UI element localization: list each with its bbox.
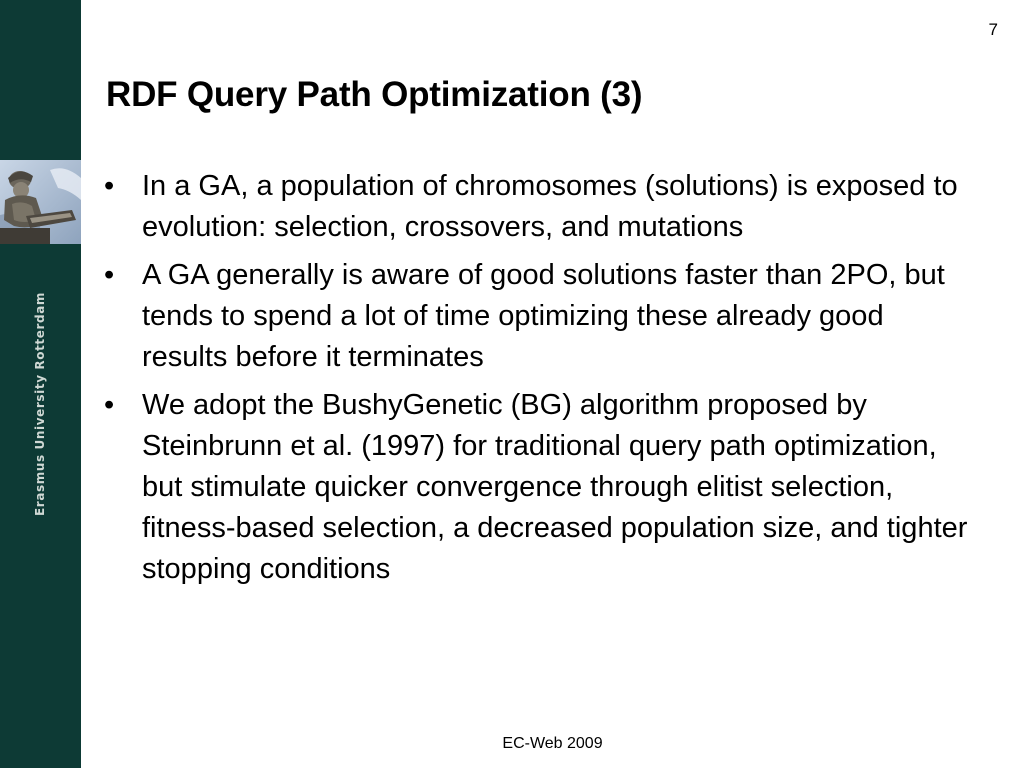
bullet-marker: • — [104, 389, 115, 421]
bullet-marker: • — [104, 170, 115, 202]
university-name: Erasmus University Rotterdam — [33, 292, 47, 516]
slide-footer: EC-Web 2009 — [502, 735, 603, 752]
bullet-item — [100, 255, 970, 378]
bullet-text: A GA generally is aware of good solutions faster than 2PO, but tends to spend a lot of time optimizing these already good results before it terminates — [142, 259, 945, 373]
bullet-text: We adopt the BushyGenetic (BG) algorithm proposed by Steinbrunn et al. (1997) for traditional query path optimization, but stimulate quicker convergence through elitist selection, fitness-based selection, a decreased population size, and tighter stopping conditions — [142, 389, 968, 585]
erasmus-statue-icon — [0, 160, 81, 244]
bullet-item — [100, 166, 970, 248]
bullet-marker: • — [104, 259, 115, 291]
bullet-item — [100, 385, 970, 590]
bullet-text: In a GA, a population of chromosomes (solutions) is exposed to evolution: selection, crossovers, and mutations — [142, 170, 958, 243]
bullet-list — [100, 166, 970, 597]
slide-title: RDF Query Path Optimization (3) — [106, 75, 643, 114]
sidebar — [0, 0, 81, 768]
page-number: 7 — [988, 20, 998, 39]
